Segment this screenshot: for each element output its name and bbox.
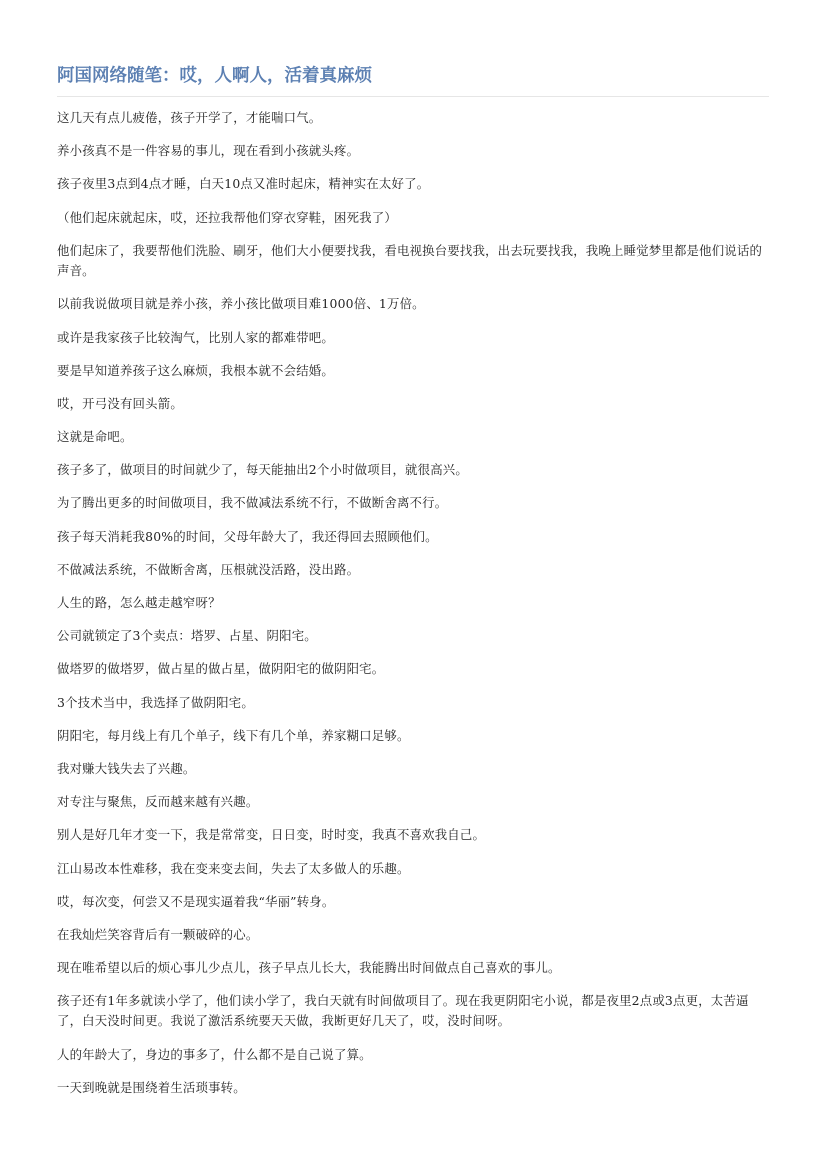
paragraph: 他们起床了，我要帮他们洗脸、刷牙，他们大小便要找我，看电视换台要找我，出去玩要找我，我晚上睡觉梦里都是他们说话的声音。 (57, 242, 763, 278)
paragraph: 做塔罗的做塔罗，做占星的做占星，做阴阳宅的做阴阳宅。 (57, 661, 385, 677)
paragraph: 或许是我家孩子比较淘气，比别人家的都难带吧。 (57, 329, 334, 345)
paragraph: 人的年龄大了，身边的事多了，什么都不是自己说了算。 (57, 1046, 372, 1062)
paragraph: 哎，开弓没有回头箭。 (57, 395, 183, 411)
paragraph: 在我灿烂笑容背后有一颗破碎的心。 (57, 926, 259, 942)
paragraph: 别人是好几年才变一下，我是常常变，日日变，时时变，我真不喜欢我自己。 (57, 827, 486, 843)
article-body (57, 108, 769, 1098)
paragraph: 现在唯希望以后的烦心事儿少点儿，孩子早点儿长大，我能腾出时间做点自己喜欢的事儿。 (57, 960, 561, 976)
paragraph: 阴阳宅，每月线上有几个单子，线下有几个单，养家糊口足够。 (57, 727, 410, 743)
paragraph: 一天到晚就是围绕着生活琐事转。 (57, 1080, 246, 1096)
paragraph: 不做减法系统，不做断舍离，压根就没活路，没出路。 (57, 561, 360, 577)
paragraph: 3个技术当中，我选择了做阴阳宅。 (57, 694, 254, 710)
paragraph: 孩子每天消耗我80%的时间，父母年龄大了，我还得回去照顾他们。 (57, 528, 438, 544)
paragraph: 要是早知道养孩子这么麻烦，我根本就不会结婚。 (57, 362, 334, 378)
paragraph: 哎，每次变，何尝又不是现实逼着我“华丽”转身。 (57, 893, 335, 909)
paragraph: （他们起床就起床，哎，还拉我帮他们穿衣穿鞋，困死我了） (57, 209, 397, 225)
paragraph: 我对赚大钱失去了兴趣。 (57, 760, 196, 776)
paragraph: 为了腾出更多的时间做项目，我不做减法系统不行，不做断舍离不行。 (57, 495, 448, 511)
paragraph: 孩子多了，做项目的时间就少了，每天能抽出2个小时做项目，就很高兴。 (57, 462, 468, 478)
paragraph: 公司就锁定了3个卖点：塔罗、占星、阴阳宅。 (57, 628, 317, 644)
paragraph: 孩子夜里3点到4点才睡，白天10点又准时起床，精神实在太好了。 (57, 176, 430, 192)
paragraph: 孩子还有1年多就读小学了，他们读小学了，我白天就有时间做项目了。现在我更阴阳宅小说，都是夜里2点或3点更，太苦逼了，白天没时间更。我说了激活系统要天天做，我断更好几天了，哎，没时间呀。 (57, 993, 749, 1029)
paragraph: 江山易改本性难移，我在变来变去间，失去了太多做人的乐趣。 (57, 860, 410, 876)
article (57, 62, 769, 1111)
article-title: 阿国网络随笔：哎，人啊人，活着真麻烦 (57, 62, 769, 97)
paragraph: 这就是命吧。 (57, 429, 133, 445)
paragraph: 这几天有点儿疲倦，孩子开学了，才能喘口气。 (57, 110, 322, 125)
paragraph: 养小孩真不是一件容易的事儿，现在看到小孩就头疼。 (57, 143, 360, 159)
paragraph: 以前我说做项目就是养小孩，养小孩比做项目难1000倍、1万倍。 (57, 296, 425, 312)
paragraph: 对专注与聚焦，反而越来越有兴趣。 (57, 794, 259, 810)
paragraph: 人生的路，怎么越走越窄呀？ (57, 595, 221, 611)
